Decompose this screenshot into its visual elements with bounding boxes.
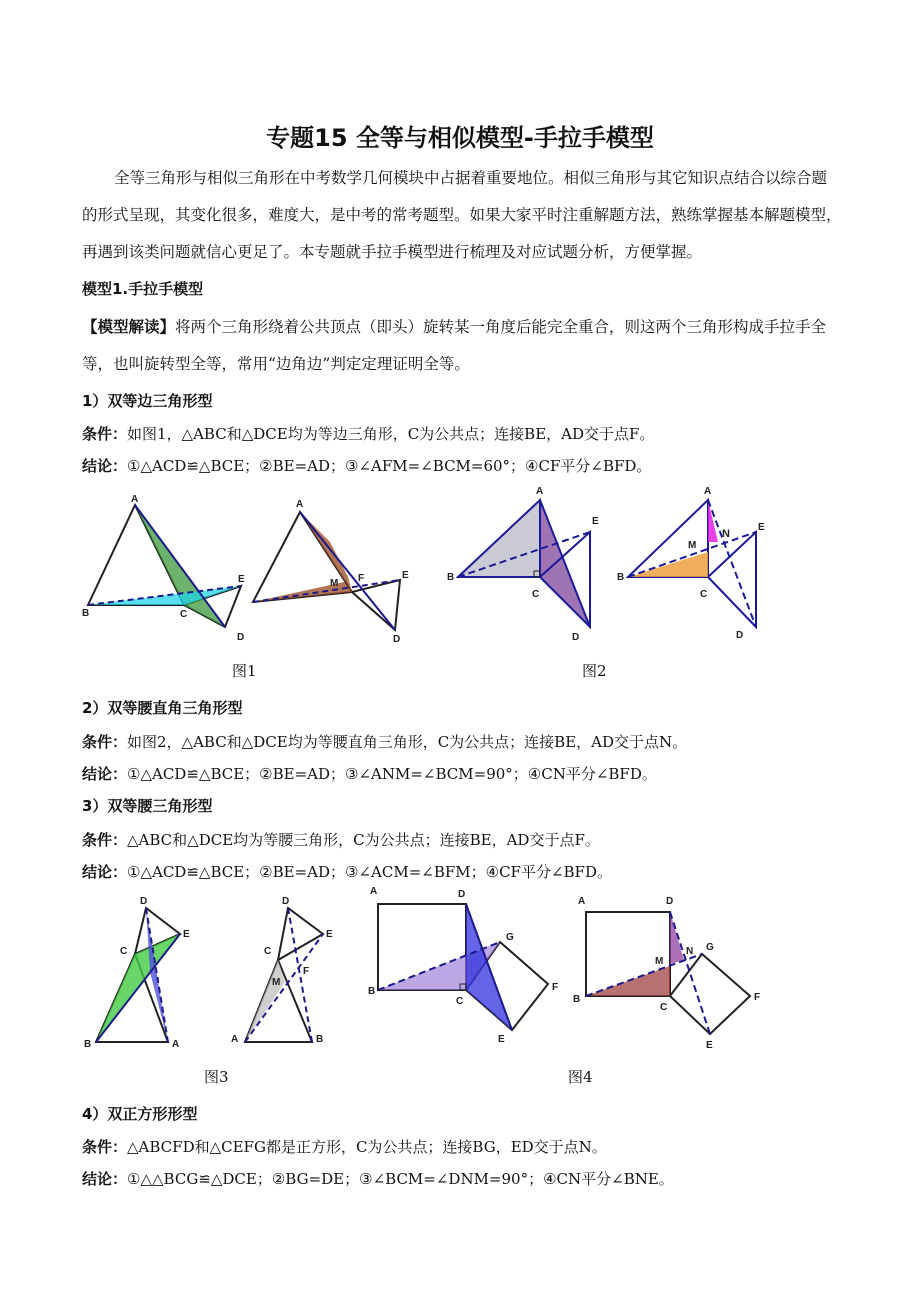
svg-text:E: E [326, 929, 333, 940]
model1-heading: 模型1.手拉手模型 [82, 280, 204, 298]
shaded-dnm-fig4 [670, 912, 684, 964]
section3-condition: 条件：△ABC和△DCE均为等腰三角形，C为公共点；连接BE，AD交于点F。 [82, 831, 600, 849]
section2-condition: 条件：如图2，△ABC和△DCE均为等腰直角三角形，C为公共点；连接BE，AD交于点N。 [82, 733, 688, 751]
svg-text:C: C [532, 589, 540, 600]
svg-text:B: B [447, 572, 455, 583]
section4-conclusion: 结论：①△△BCG≌△DCE；②BG=DE；③∠BCM=∠DNM=90°；④CN平分∠BNE。 [82, 1170, 674, 1188]
svg-text:D: D [736, 630, 744, 641]
svg-text:B: B [316, 1034, 324, 1045]
svg-text:A: A [172, 1039, 180, 1050]
svg-text:C: C [120, 946, 128, 957]
figure-1-2-diagram [80, 482, 860, 652]
svg-text:M: M [272, 977, 281, 988]
section2-conclusion: 结论：①△ACD≌△BCE；②BE=AD；③∠ANM=∠BCM=90°；④CN平分∠BFD。 [82, 765, 657, 783]
svg-text:D: D [393, 634, 401, 645]
section3-conclusion: 结论：①△ACD≌△BCE；②BE=AD；③∠ACM=∠BFM；④CF平分∠BFD。 [82, 863, 612, 881]
svg-text:B: B [573, 994, 581, 1005]
section1-condition: 条件：如图1，△ABC和△DCE均为等边三角形，C为公共点；连接BE，AD交于点F。 [82, 425, 655, 443]
intro-paragraph: 全等三角形与相似三角形在中考数学几何模块中占据着重要地位。相似三角形与其它知识点结合以综合题的形式呈现，其变化很多，难度大，是中考的常考题型。如果大家平时注重解题方法，熟练掌握基本解题模型，再遇到该类问题就信心更足了。本专题就手拉手模型进行梳理及对应试题分析，方便掌握。 [82, 169, 842, 261]
svg-text:F: F [754, 992, 761, 1003]
svg-text:B: B [82, 608, 90, 619]
caption-fig2: 图2 [582, 662, 607, 680]
svg-text:E: E [402, 570, 409, 581]
section2-heading: 2）双等腰直角三角形型 [82, 699, 243, 717]
interp-text: 将两个三角形绕着公共顶点（即头）旋转某一角度后能完全重合，则这两个三角形构成手拉手全等，也叫旋转型全等，常用“边角边”判定定理证明全等。 [82, 318, 827, 373]
shaded-acm-fig3 [245, 960, 285, 1042]
svg-text:C: C [180, 609, 188, 620]
svg-text:N: N [686, 946, 694, 957]
svg-text:D: D [572, 632, 580, 643]
svg-text:E: E [706, 1040, 713, 1051]
svg-text:D: D [140, 896, 148, 907]
interp-label: 【模型解读】 [82, 317, 176, 336]
svg-text:A: A [370, 886, 378, 897]
svg-text:D: D [458, 889, 466, 900]
svg-text:C: C [660, 1002, 668, 1013]
caption-fig4: 图4 [568, 1068, 593, 1086]
svg-text:F: F [552, 982, 559, 993]
svg-text:C: C [264, 946, 272, 957]
section1-heading: 1）双等边三角形型 [82, 392, 213, 410]
section1-conclusion: 结论：①△ACD≌△BCE；②BE=AD；③∠AFM=∠BCM=60°；④CF平分∠BFD。 [82, 457, 652, 475]
svg-text:E: E [183, 929, 190, 940]
svg-text:E: E [498, 1034, 505, 1045]
svg-text:D: D [282, 896, 290, 907]
svg-text:M: M [688, 540, 697, 551]
section3-heading: 3）双等腰三角形型 [82, 797, 213, 815]
svg-text:A: A [704, 486, 712, 497]
section4-condition: 条件：△ABCFD和△CEFG都是正方形，C为公共点；连接BG，ED交于点N。 [82, 1138, 607, 1156]
svg-text:G: G [506, 932, 514, 943]
svg-text:F: F [358, 573, 365, 584]
svg-text:B: B [84, 1039, 92, 1050]
svg-text:M: M [330, 578, 339, 589]
svg-text:G: G [706, 942, 714, 953]
svg-text:B: B [368, 986, 376, 997]
svg-text:E: E [758, 522, 765, 533]
svg-text:A: A [231, 1034, 239, 1045]
svg-text:A: A [578, 896, 586, 907]
label-a: A [131, 494, 139, 505]
svg-text:A: A [536, 486, 544, 497]
svg-text:M: M [655, 956, 664, 967]
svg-text:A: A [296, 499, 304, 510]
caption-fig1: 图1 [232, 662, 257, 680]
svg-text:E: E [592, 516, 599, 527]
svg-text:B: B [617, 572, 625, 583]
page-title: 专题15 全等与相似模型-手拉手模型 [266, 124, 654, 152]
caption-fig3: 图3 [204, 1068, 229, 1086]
svg-text:D: D [666, 896, 674, 907]
svg-text:C: C [456, 996, 464, 1007]
svg-text:D: D [237, 632, 245, 643]
section4-heading: 4）双正方形形型 [82, 1105, 198, 1123]
svg-text:N: N [722, 528, 730, 540]
model-interpretation [82, 308, 842, 383]
svg-text:F: F [303, 966, 310, 977]
figure-3-4-diagram [80, 882, 860, 1060]
svg-text:E: E [238, 574, 245, 585]
svg-text:C: C [700, 589, 708, 600]
